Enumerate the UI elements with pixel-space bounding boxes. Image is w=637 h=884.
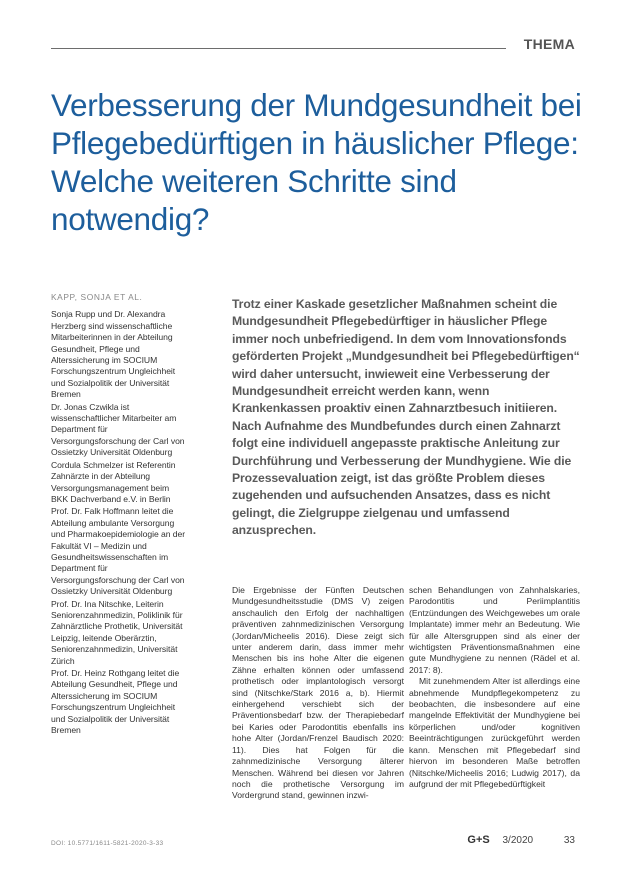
- journal-logo: G+S: [467, 834, 490, 846]
- header-rule: [51, 48, 506, 49]
- author-bio: Dr. Jonas Czwikla ist wissenschaftlicher Mitarbeiter am Department für Versorgungsforschung der Carl von Ossietzky Universität Oldenburg: [51, 401, 185, 458]
- body-column-right: [409, 585, 580, 790]
- body-column-left: [232, 585, 404, 802]
- article-title: Verbesserung der Mundgesundheit bei Pflegebedürftigen in häuslicher Pflege: Welche weiteren Schritte sind notwendig?: [51, 87, 582, 237]
- author-bio: Prof. Dr. Ina Nitschke, Leiterin Seniorenzahnmedizin, Poliklinik für Zahnärztliche Prothetik, Universität Leipzig, leitende Oberärztin, Seniorenzahnmedizin, Universität Zürich: [51, 598, 183, 666]
- author-bio: Sonja Rupp und Dr. Alexandra Herzberg sind wissenschaftliche Mitarbeiterinnen in der Abteilung Gesundheit, Pflege und Alterssicherung im SOCIUM Forschungszentrum Ungleichheit und Sozialpolitik der Universität Bremen: [51, 309, 176, 400]
- page-number: 33: [563, 835, 575, 846]
- author-line: KAPP, SONJA ET AL.: [51, 292, 143, 302]
- author-bio: Cordula Schmelzer ist Referentin Zahnärzte in der Abteilung Versorgungsmanagement beim BKK Dachverband e.V. in Berlin: [51, 459, 176, 504]
- body-paragraph: Mit zunehmendem Alter ist allerdings eine abnehmende Mundpflegekompetenz zu beobachten, die insbesondere auf eine mangelnde Effektivität der Mundhygiene bei körperlichen und/oder kognitiven Beeinträchtigungen zurückgeführt werden kann. Menschen mit Pflegebedarf sind hiervon im besonderen Maße betroffen (Nitschke/Micheelis 2016; Ludwig 2017), da aufgrund der mit Pflegebedürftigkeit: [409, 676, 580, 789]
- author-bio: Prof. Dr. Falk Hoffmann leitet die Abteilung ambulante Versorgung und Pharmakoepidemiologie an der Fakultät VI – Medizin und Gesundheitswissenschaften im Department für Versorgungsforschung der Carl von Ossietzky Universität Oldenburg: [51, 506, 186, 597]
- lead-abstract: [232, 296, 580, 540]
- section-label: THEMA: [523, 36, 575, 52]
- author-sidebar: [51, 292, 188, 737]
- footer-info: [467, 834, 575, 846]
- issue-number: 3/2020: [502, 835, 534, 846]
- body-paragraph: Die Ergebnisse der Fünften Deutschen Mundgesundheitsstudie (DMS V) zeigen anschaulich den Erfolg der nachhaltigen präventiven zahnmedizinischen Versorgung (Jordan/Micheelis 2016). Diese zeigt sich unter anderem darin, dass immer mehr Menschen bis ins hohe Alter die eigenen Zähne erhalten können oder umfassend prothetisch oder implantologisch versorgt sind (Nitschke/Stark 2016 a, b). Hiermit einhergehend verschiebt sich der Präventionsbedarf bzw. der Therapiebedarf bei Karies oder Parodontitis ebenfalls ins hohe Alter (Jordan/Frenzel Baudisch 2020: 11). Dies hat Folgen für die zahnmedizinische Versorgung älterer Menschen. Während bei diesen vor Jahren noch die prothetische Versorgung im Vordergrund stand, gewinnen inzwi-: [232, 585, 404, 801]
- footer-doi: DOI: 10.5771/1611-5821-2020-3-33: [51, 840, 164, 847]
- body-paragraph: schen Behandlungen von Zahnhalskaries, Parodontitis und Periimplantitis (Entzündungen des Weichgewebes um orale Implantate) immer mehr an Bedeutung. Wie für alle Altersgruppen sind als einer der wichtigsten Präventionsmaßnahmen eine gute Mundhygiene zu nennen (Rädel et al. 2017: 8).: [409, 585, 580, 675]
- lead-text: Trotz einer Kaskade gesetzlicher Maßnahmen scheint die Mundgesundheit Pflegebedürftiger in häuslicher Pflege immer noch unbefriedigend. In dem vom Innovationsfonds geförderten Projekt „Mundgesundheit bei Pflegebedürftigen“ wird daher untersucht, inwieweit eine Verbesserung der Mundgesundheit erreicht werden kann, wenn Krankenkassen proaktiv einen Zahnarztbesuch initiieren. Nach Aufnahme des Mundbefundes durch einen Zahnarzt folgt eine individuell angepasste praktische Anleitung zur Durchführung und Verbesserung der Mundhygiene. Wie die Prozessevaluation zeigt, ist das größte Problem dieses zugehenden und aufsuchenden Ansatzes, dass es nicht gelingt, die Zielgruppe zielgenau und umfassend anzusprechen.: [232, 297, 580, 538]
- author-bio: Prof. Dr. Heinz Rothgang leitet die Abteilung Gesundheit, Pflege und Alterssicherung im SOCIUM Forschungszentrum Ungleichheit und Sozialpolitik der Universität Bremen: [51, 668, 180, 736]
